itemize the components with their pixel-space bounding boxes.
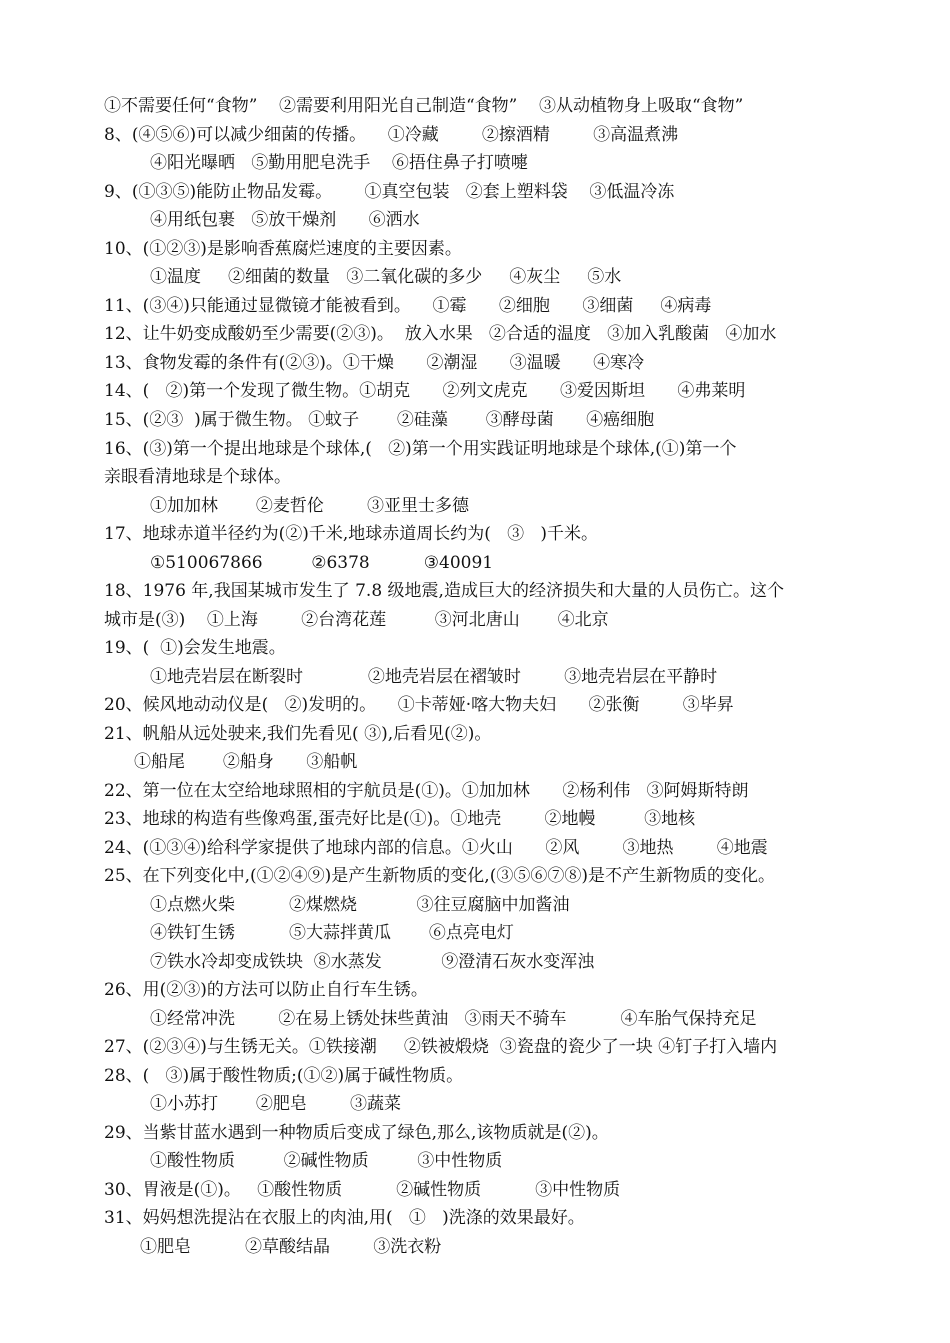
- text-line: ④用纸包裹 ⑤放干燥剂 ⑥洒水: [150, 210, 420, 230]
- text-line: 20、候风地动动仪是( ②)发明的。 ①卡蒂娅·喀大物夫妇 ②张衡 ③毕昇: [104, 695, 734, 715]
- text-line: 10、(①②③)是影响香蕉腐烂速度的主要因素。: [104, 239, 462, 259]
- text-line: 30、胃液是(①)。 ①酸性物质 ②碱性物质 ③中性物质: [104, 1180, 621, 1200]
- text-line: 19、( ①)会发生地震。: [104, 638, 286, 658]
- text-line: ①温度 ②细菌的数量 ③二氧化碳的多少 ④灰尘 ⑤水: [150, 267, 622, 287]
- text-line: ①加加林 ②麦哲伦 ③亚里士多德: [150, 496, 470, 516]
- text-line: 8、(④⑤⑥)可以减少细菌的传播。 ①冷藏 ②擦酒精 ③高温煮沸: [104, 125, 679, 145]
- text-line: ①酸性物质 ②碱性物质 ③中性物质: [150, 1151, 503, 1171]
- text-line: ①510067866 ②6378 ③40091: [150, 553, 494, 573]
- text-line: ①经常冲洗 ②在易上锈处抹些黄油 ③雨天不骑车 ④车胎气保持充足: [150, 1009, 757, 1029]
- text-line: 15、(②③ )属于微生物。 ①蚊子 ②硅藻 ③酵母菌 ④癌细胞: [104, 410, 655, 430]
- text-line: ①肥皂 ②草酸结晶 ③洗衣粉: [140, 1237, 442, 1257]
- text-line: ①船尾 ②船身 ③船帆: [134, 752, 358, 772]
- text-line: 21、帆船从远处驶来,我们先看见( ③),后看见(②)。: [104, 724, 492, 744]
- text-line: 城市是(③) ①上海 ②台湾花莲 ③河北唐山 ④北京: [104, 610, 609, 630]
- text-line: 12、让牛奶变成酸奶至少需要(②③)。 放入水果 ②合适的温度 ③加入乳酸菌 ④加水: [104, 324, 777, 344]
- text-line: 16、(③)第一个提出地球是个球体,( ②)第一个用实践证明地球是个球体,(①)第一个: [104, 439, 737, 459]
- text-line: 13、食物发霉的条件有(②③)。①干燥 ②潮湿 ③温暖 ④寒冷: [104, 353, 645, 373]
- text-line: 22、第一位在太空给地球照相的宇航员是(①)。①加加林 ②杨利伟 ③阿姆斯特朗: [104, 781, 749, 801]
- text-line: 29、当紫甘蓝水遇到一种物质后变成了绿色,那么,该物质就是(②)。: [104, 1123, 609, 1143]
- text-line: 14、( ②)第一个发现了微生物。①胡克 ②列文虎克 ③爱因斯坦 ④弗莱明: [104, 381, 746, 401]
- text-line: 亲眼看清地球是个球体。: [104, 467, 291, 487]
- text-line: 25、在下列变化中,(①②④⑨)是产生新物质的变化,(③⑤⑥⑦⑧)是不产生新物质的变化。: [104, 866, 775, 886]
- text-line: 9、(①③⑤)能防止物品发霉。 ①真空包装 ②套上塑料袋 ③低温冷冻: [104, 182, 675, 202]
- text-line: 31、妈妈想洗提沾在衣服上的肉油,用( ① )洗涤的效果最好。: [104, 1208, 585, 1228]
- text-line: ④铁钉生锈 ⑤大蒜拌黄瓜 ⑥点亮电灯: [150, 923, 514, 943]
- text-line: ①不需要任何“食物” ②需要利用阳光自己制造“食物” ③从动植物身上吸取“食物”: [104, 96, 744, 116]
- text-line: 27、(②③④)与生锈无关。①铁接潮 ②铁被煅烧 ③瓷盘的瓷少了一块 ④钉子打入墙内: [104, 1037, 778, 1057]
- text-line: 24、(①③④)给科学家提供了地球内部的信息。①火山 ②风 ③地热 ④地震: [104, 838, 768, 858]
- text-line: ①地壳岩层在断裂时 ②地壳岩层在褶皱时 ③地壳岩层在平静时: [150, 667, 718, 687]
- text-line: 26、用(②③)的方法可以防止自行车生锈。: [104, 980, 428, 1000]
- text-line: 11、(③④)只能通过显微镜才能被看到。 ①霉 ②细胞 ③细菌 ④病毒: [104, 296, 712, 316]
- text-line: 17、地球赤道半径约为(②)千米,地球赤道周长约为( ③ )千米。: [104, 524, 598, 544]
- text-line: ①点燃火柴 ②煤燃烧 ③往豆腐脑中加酱油: [150, 895, 570, 915]
- text-line: 23、地球的构造有些像鸡蛋,蛋壳好比是(①)。①地壳 ②地幔 ③地核: [104, 809, 696, 829]
- text-line: ①小苏打 ②肥皂 ③蔬菜: [150, 1094, 402, 1114]
- text-line: 18、1976 年,我国某城市发生了 7.8 级地震,造成巨大的经济损失和大量的人员伤亡。这个: [104, 581, 784, 601]
- text-line: ⑦铁水冷却变成铁块 ⑧水蒸发 ⑨澄清石灰水变浑浊: [150, 952, 595, 972]
- text-line: ④阳光曝晒 ⑤勤用肥皂洗手 ⑥捂住鼻子打喷嚏: [150, 153, 528, 173]
- text-line: 28、( ③)属于酸性物质;(①②)属于碱性物质。: [104, 1066, 464, 1086]
